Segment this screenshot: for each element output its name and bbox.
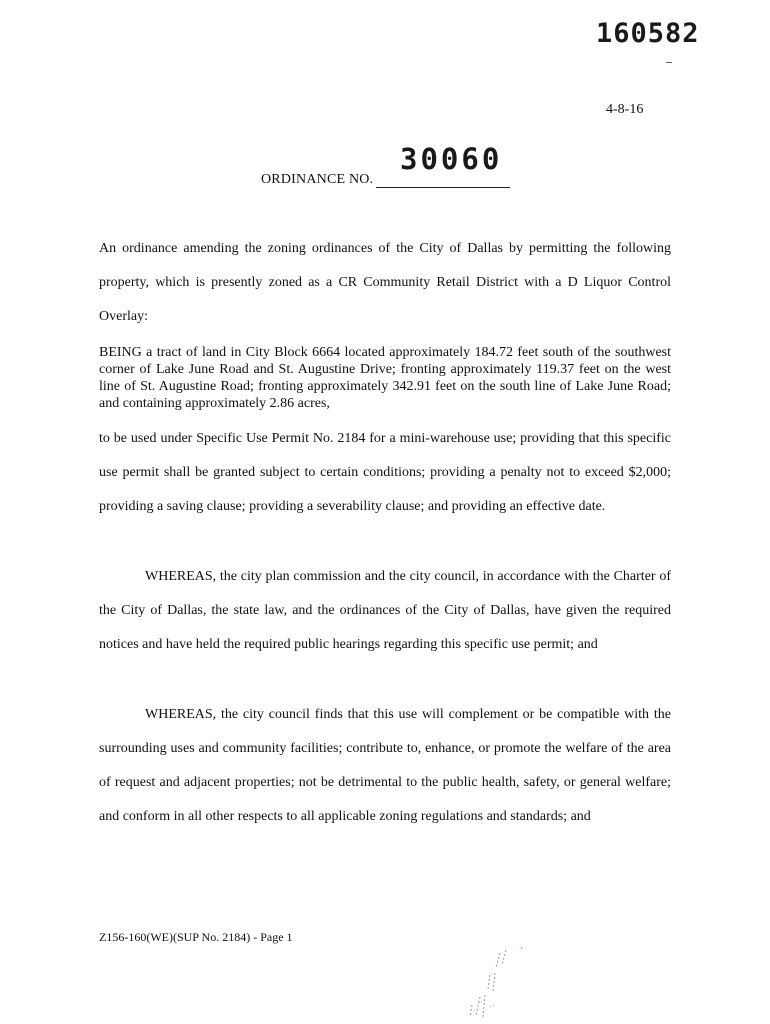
whereas-paragraph-1: WHEREAS, the city plan commission and the city council, in accordance with the Charter of the City of Dallas, the state law, and the ordinances of the City of Dallas, have given the required notices and have held the required public hearings regarding this specific use permit; and — [99, 569, 671, 652]
stamp-mark — [666, 62, 672, 63]
intro-paragraph: An ordinance amending the zoning ordinances of the City of Dallas by permitting the following property, which is presently zoned as a CR Community Retail District with a D Liquor Control Overlay: — [99, 241, 671, 324]
use-paragraph: to be used under Specific Use Permit No. 2184 for a mini-warehouse use; providing that this specific use permit shall be granted subject to certain conditions; providing a penalty not to exceed $2,000; providing a saving clause; providing a severability clause; and providing an effective date. — [99, 431, 671, 514]
stamp-number: 160582 — [596, 18, 700, 49]
scan-mark — [458, 880, 462, 884]
being-paragraph: BEING a tract of land in City Block 6664 located approximately 184.72 feet south of the southwest corner of Lake June Road and St. Augustine Drive; fronting approximately 119.37 feet on the west line of St. Augustine Road; fronting approximately 342.91 feet on the south line of Lake June Road; and containing approximately 2.86 acres, — [99, 345, 671, 411]
whereas-paragraph-2: WHEREAS, the city council finds that this use will complement or be compatible with the surrounding uses and community facilities; contribute to, enhance, or promote the welfare of the area of request and adjacent properties; not be detrimental to the public health, safety, or general welfare; and conform in all other respects to all applicable zoning regulations and standards; and — [99, 707, 671, 824]
page-footer: Z156-160(WE)(SUP No. 2184) - Page 1 — [99, 930, 293, 944]
document-date: 4-8-16 — [606, 102, 644, 117]
ordinance-number-line — [376, 187, 510, 188]
ordinance-number: 30060 — [400, 142, 503, 176]
ordinance-label: ORDINANCE NO. — [261, 172, 374, 187]
signature-scribble — [450, 945, 540, 1020]
